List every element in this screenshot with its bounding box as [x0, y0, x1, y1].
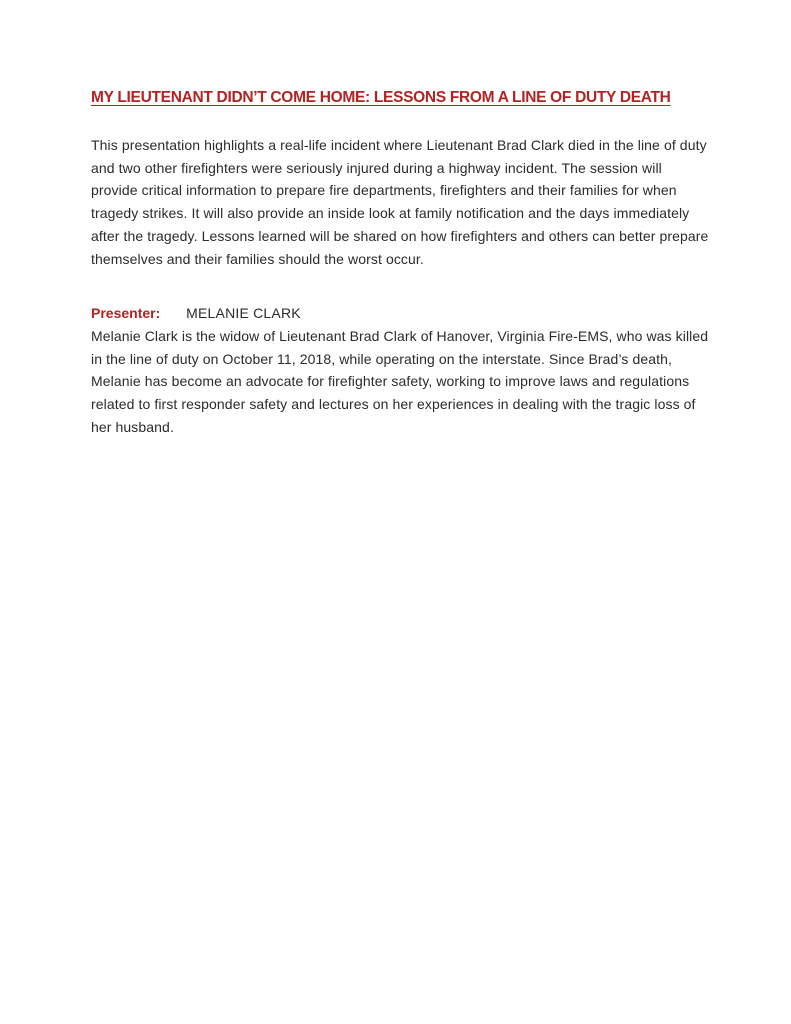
- presenter-name: MELANIE CLARK: [186, 305, 301, 322]
- bio-paragraph: Melanie Clark is the widow of Lieutenant Brad Clark of Hanover, Virginia Fire-EMS, who was killed in the line of duty on October 11, 2018, while operating on the interstate. Since Brad’s death, Melanie has become an advocate for firefighter safety, working to improve laws and regulations related to first responder safety and lectures on her experiences in dealing with the tragic loss of her husband.: [91, 327, 709, 435]
- presenter-label: Presenter:: [91, 305, 161, 322]
- document-title: MY LIEUTENANT DIDN’T COME HOME: LESSONS FROM A LINE OF DUTY DEATH: [91, 89, 671, 106]
- presenter-line: [91, 302, 711, 325]
- intro-paragraph: This presentation highlights a real-life incident where Lieutenant Brad Clark died in the line of duty and two other firefighters were seriously injured during a highway incident. The session will provide critical information to prepare fire departments, firefighters and their families for when tragedy strikes. It will also provide an inside look at family notification and the days immediately after the tragedy. Lessons learned will be shared on how firefighters and others can better prepare themselves and their families should the worst occur.: [91, 137, 709, 267]
